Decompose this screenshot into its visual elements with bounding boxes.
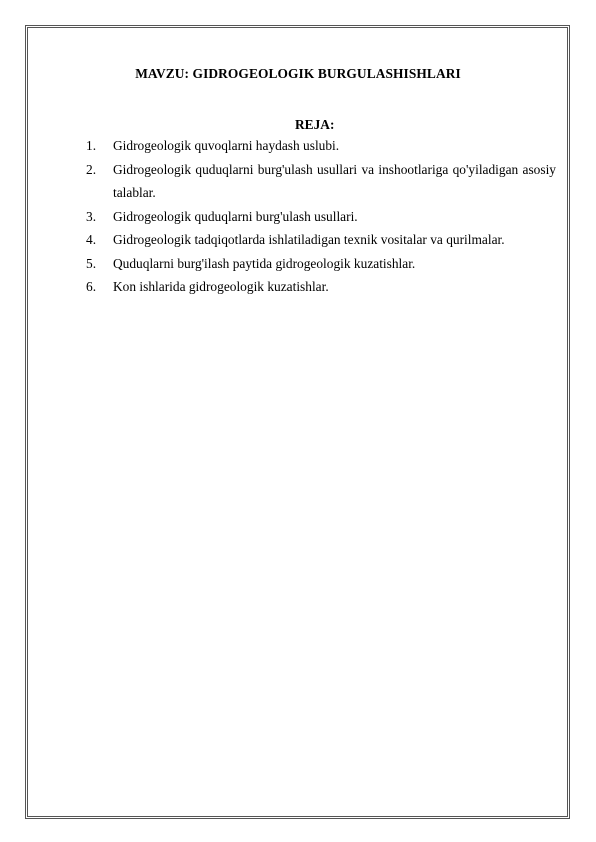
plan-item [86, 134, 556, 158]
document-title: MAVZU: GIDROGEOLOGIK BURGULASHISHLARI [135, 66, 461, 81]
plan-item-number: 5. [86, 255, 97, 271]
plan-item-text: Kon ishlarida gidrogeologik kuzatishlar. [113, 279, 329, 294]
plan-item-text: Gidrogeologik quduqlarni burg'ulash usullari va inshootlariga qo'yiladigan asosiy talablar. [113, 161, 556, 200]
plan-item-text: Gidrogeologik tadqiqotlarda ishlatiladigan texnik vositalar va qurilmalar. [113, 232, 505, 247]
plan-item-text: Gidrogeologik quvoqlarni haydash uslubi. [113, 138, 340, 153]
plan-item [86, 275, 556, 299]
plan-item [86, 205, 556, 229]
plan-item [86, 252, 556, 276]
plan-item-text: Quduqlarni burg'ilash paytida gidrogeologik kuzatishlar. [113, 255, 416, 271]
plan-list [86, 134, 556, 299]
plan-item-number: 2. [86, 161, 97, 177]
plan-heading: REJA: [295, 117, 335, 132]
plan-item-number: 3. [86, 208, 97, 224]
plan-item [86, 228, 556, 252]
plan-item-number: 6. [86, 279, 97, 294]
plan-item-number: 4. [86, 232, 97, 247]
plan-item [86, 158, 556, 205]
plan-item-text: Gidrogeologik quduqlarni burg'ulash usullari. [113, 208, 358, 224]
plan-item-number: 1. [86, 138, 97, 153]
